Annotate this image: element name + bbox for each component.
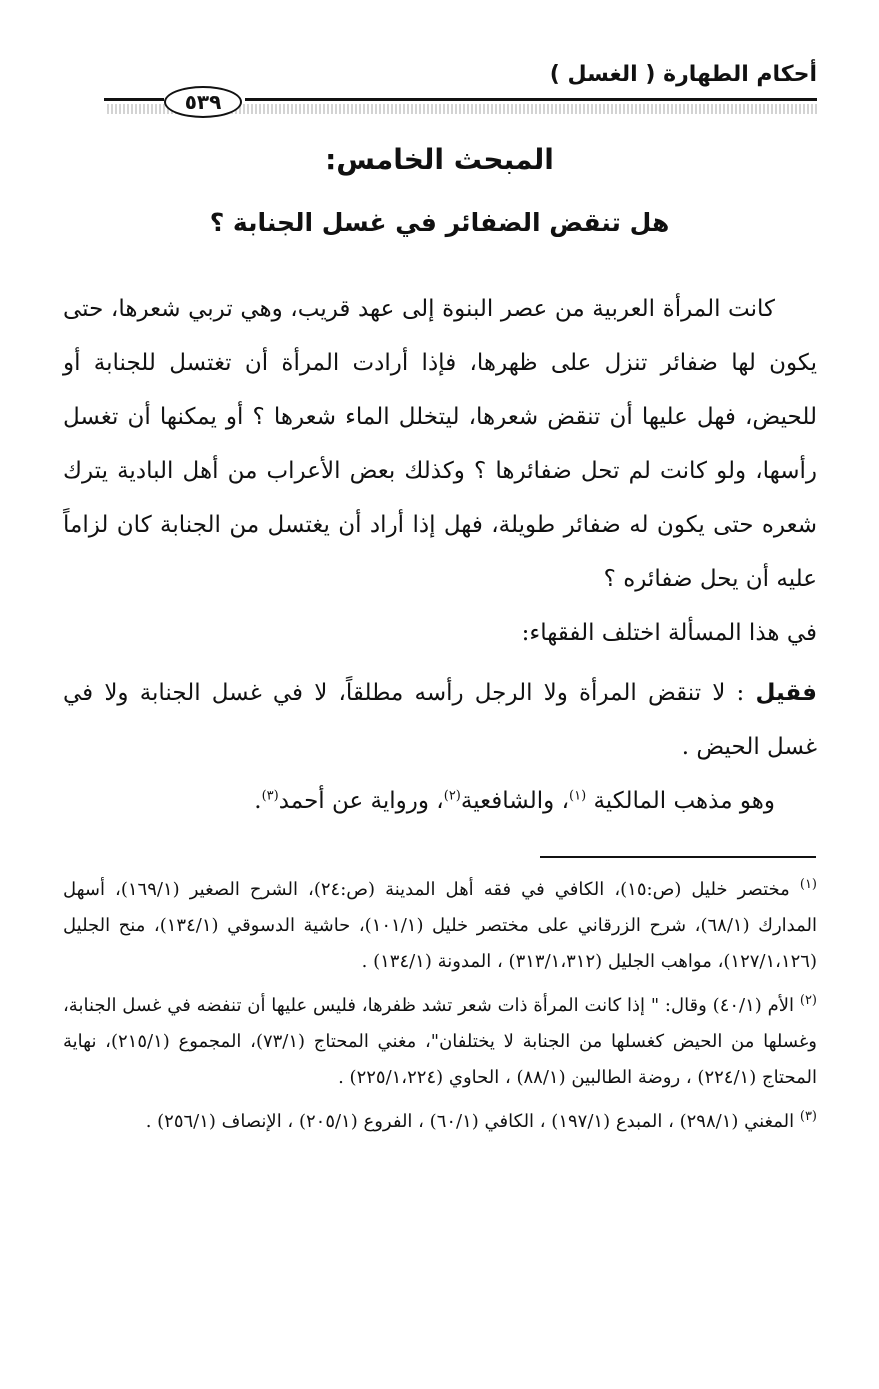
footnote-2 — [63, 988, 817, 1096]
footnote-ref-3: (٣) — [261, 788, 279, 804]
footnote-ref-1: (١) — [569, 788, 587, 804]
paragraph-intro: كانت المرأة العربية من عصر البنوة إلى عهد قريب، وهي تربي شعرها، حتى يكون لها ضفائر تنزل على ظهرها، فإذا أرادت المرأة أن تغتسل للجنابة أو للحيض، فهل عليها أن تنقض شعرها، ليتخلل الماء شعرها ؟ أو يمكنها أن تغسل رأسها، ولو كانت لم تحل ضفائرها ؟ وكذلك بعض الأعراب من أهل البادية يترك شعره حتى يكون له ضفائر طويلة، فهل إذا أراد أن يغتسل من الجنابة كان لزاماً عليه أن يحل ضفائره ؟ — [63, 296, 817, 592]
opinion-text: : لا تنقض المرأة ولا الرجل رأسه مطلقاً، لا في غسل الجنابة ولا في غسل الحيض . — [63, 680, 817, 760]
schools-text-c: ، ورواية عن أحمد — [278, 788, 444, 814]
footnote-text: مختصر خليل (ص:١٥)، الكافي في فقه أهل المدينة (ص:٢٤)، الشرح الصغير (١٦٩/١)، أسهل المدارك (٦٨/١)، شرح الزرقاني على مختصر خليل (١٠١/١)، حاشية الدسوقي (١٣٤/١)، منح الجليل (١٢٧/١،١٢٦)، مواهب الجليل (٣١٣/١،٣١٢) ، المدونة (١٣٤/١) . — [63, 879, 817, 972]
footnote-marker: (٣) — [799, 1109, 817, 1124]
body-text — [63, 282, 817, 828]
paragraph-disagreement: في هذا المسألة اختلف الفقهاء: — [521, 620, 817, 646]
footnote-marker: (٢) — [799, 993, 817, 1008]
paragraph-schools — [63, 774, 817, 828]
header-rule — [245, 98, 817, 101]
paragraph-first-opinion — [63, 666, 817, 774]
schools-text-d: . — [254, 788, 262, 814]
section-question: هل تنقض الضفائر في غسل الجنابة ؟ — [209, 208, 670, 237]
running-title: أحكام الطهارة ( الغسل ) — [549, 62, 817, 87]
footnote-3 — [63, 1104, 817, 1140]
schools-text-a: وهو مذهب المالكية — [586, 788, 775, 814]
section-heading: المبحث الخامس: — [325, 143, 554, 176]
header-rule-left — [104, 98, 164, 101]
footnotes — [63, 872, 817, 1148]
footnote-ref-2: (٢) — [443, 788, 461, 804]
footnote-text: الأم (٤٠/١) وقال: " إذا كانت المرأة ذات شعر تشد ظفرها، فليس عليها أن تنفضه في غسل الجنابة، وغسلها من الحيض كغسلها من الجنابة لا يختلفان"، مغني المحتاج (٧٣/١)، المجموع (٢١٥/١)، نهاية المحتاج (٢٢٤/١) ، روضة الطالبين (٨٨/١) ، الحاوي (٢٢٥/١،٢٢٤) . — [63, 995, 817, 1088]
footnote-1 — [63, 872, 817, 980]
footnote-text: المغني (٢٩٨/١) ، المبدع (١٩٧/١) ، الكافي (٦٠/١) ، الفروع (٢٠٥/١) ، الإنصاف (٢٥٦/١) . — [145, 1111, 800, 1132]
page-number: ٥٣٩ — [164, 86, 242, 118]
footnote-marker: (١) — [799, 877, 817, 892]
schools-text-b: ، والشافعية — [460, 788, 570, 814]
opinion-lead: فقيل — [755, 680, 817, 706]
footnote-separator — [540, 856, 816, 858]
